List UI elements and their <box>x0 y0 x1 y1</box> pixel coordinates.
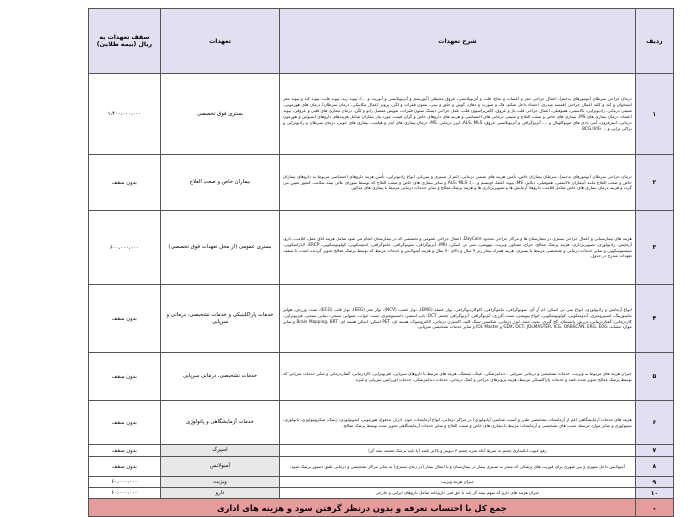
row-ceiling: ۶۰۰،۰۰۰،۰۰۰ <box>89 211 161 285</box>
header-row <box>89 9 674 74</box>
header-description: شرح تعهدات <box>280 9 636 74</box>
row-description: انواع آزمایش و رادیولوژی، انواع سی تی اسکن، ام آر آی، سونوگرافی، ماموگرافی، اکوکاردیوگرافی، نوار عضله (EMG)، نوار عصب (NCV)، نوار مغز (EEG)، نوار قلب (ECG)، تست ورزش، هولتر مانیتورینگ، اسپیرومتری، آندوسکوپی، کولونوسکوپی، انواع بیوپسی، تست آلرژی، آنژیوگرافی، آنژیوگرافی چشم، OCT، پاپ اسمیر، دانسیتومتری، تست خواب، شنوایی سنجی، بینایی سنجی، فیزیوتراپی، کاردرمانی، گفتاردرمانی، تزریق، پانسمان، گچ گیری، بخیه، ختنه، لیزر درمانی، شکستن سنگ کلیه، اکسیژن درمانی، الکتروشوک، هسته ای، PET اسکن، اسکن هسته ای، Brain Mapping، BRT و سایر موارد مشابه، GDX، OCT، JOLMASTER، ICG، ORBSCAN، ERG، EOG و IOL Master و سایر خدمات تشخیصی سرپایی. <box>280 285 636 353</box>
row-number: ۱۰ <box>635 488 673 499</box>
row-service: اسپرک <box>160 445 279 457</box>
total-row <box>89 499 674 517</box>
row-service: ویزیت <box>160 477 279 488</box>
header-service: تعهدات <box>160 9 279 74</box>
row-number: ۳ <box>635 211 673 285</box>
row-description: درمان جراحی سرطان (تومورهای بدخیم)، سرطان بیماران خاص، تأمین هزینه های شیمی درمانی، اعم از بستری و سرپایی انواع رادیوتراپی، تأمین هزینه داروهای اختصاصی مربوط به داروهای بیماران خاص و صعب العلاج مانند (بیماران تالاسمی، هموفیلی، دیالیز، MS، پیوند اعضا، اوتیسم و ...)، ALS، MLS و سایر بیماری های خاص و صعب العلاج که توسط شورای عالی بیمه سلامت کشور تعیین می گردد و هزینه درمان بیماری های خاص شامل اقامت، داروها، آزمایش ها و تصویربرداری ها و هزینه پزشک معالج و سایر خدمات درمانی مرتبط با بیماری های مذکور. <box>280 155 636 211</box>
total-label: جمع کل با احتساب تعرفه و بدون درنظر گرفتن سود و هزینه های اداری <box>89 499 636 517</box>
row-description: جبران هزینه های دارو که سهم بیمه گر پایه با حق فنی داروخانه شامل داروهای ایرانی و خارجی <box>280 488 636 499</box>
row-number: ۲ <box>635 155 673 211</box>
row-number: ۹ <box>635 477 673 488</box>
row-ceiling: بدون سقف <box>89 445 161 457</box>
row-ceiling: ۱،۴۰۰،۰۰۰،۰۰۰ <box>89 74 161 155</box>
table-row <box>89 401 674 445</box>
total-number: ۰ <box>635 499 673 517</box>
table-row <box>89 155 674 211</box>
table-row <box>89 285 674 353</box>
row-number: ۶ <box>635 401 673 445</box>
row-description: جبران هزینه های مربوط به ویزیت، خدمات تشخیصی و درمانی سرپایی ، دندانپزشکی، عینک، سمعک، هزینه های مرتبط با داروهای سرپایی، فیزیوتراپی، کاردرمانی، گفتاردرمانی و سایر خدمات سرپایی که توسط پزشک معالج تجویز شده باشد و خدمات پاراکلینیکی مرتبط، هزینه پروتزهای جراحی و کمک درمانی، خدمات دندانپزشکی، خدمات اورژانس سرپایی و غیره. <box>280 353 636 401</box>
header-ceiling: سقف تعهدات به ریال (بیمه طلایی) <box>89 9 161 74</box>
table-row <box>89 74 674 155</box>
row-description: آمبولانس داخل شهری و بین شهری برای فوریت های پزشکی که منجر به بستری بیمار در بیمارستان و یا انتقال بیمار (در زمان بستری) به سایر مراکز تشخیصی و درمانی طبق دستور پزشک شود. <box>280 457 636 477</box>
header-row-number: ردیف <box>635 9 673 74</box>
row-ceiling: بدون سقف <box>89 401 161 445</box>
row-description: جبران هزینه ویزیت <box>280 477 636 488</box>
row-ceiling: ۶۰،۰۰۰،۰۰۰ <box>89 488 161 499</box>
table-row <box>89 457 674 477</box>
row-ceiling: بدون سقف <box>89 353 161 401</box>
row-service: آمبولانس <box>160 457 279 477</box>
coverage-table <box>88 8 674 517</box>
table-row <box>89 211 674 285</box>
row-description: درمان جراحی سرطان (تومورهای بدخیم)، اعمال جراحی مغز و اعصاب و نخاع، قلب و آنژیوپلاستی، عروق محیطی (آنوریسم و آنژیوپلاستی و آنوریت و ...)، پیوند ریه، پیوند قلب، پیوند کبد و پیوند مغز استخوان و کبد و کلیه اعمال جراحی (قفسه صدری، احشاء داخل شکم، فک و صورت و دهان، گوش و حلق و بینی، ستون فقرات و لگن، پروتز اعمال مکانیکی، درمان سرطان) درمان های هورمونی، شیمی درمانی، رادیوتراپی، تالاسمی، هموفیلی، اعمال جراحی قلب باز و عروق، کاتتریزاسیون قلب، عمل جراحی دیسک ستون فقرات، تعویض مفصل زانو و لگن، درمان بیماری های قلبی و عروقی، پیوند اعضاء، درمان بیماری های MS، بیماری های خاص و صعب العلاج و شیمی درمانی های اختصاصی و هزینه های داروهای خاص و گران قیمت مورد نیاز بیماران شامل هزینه‌های داروهای انسولین و هورمون درمانی، اینترفرون، آنتی بادی های مونوکلونال و ...، آنژیوگرافی و آنژیوپلاستی عروق، ALS، MLS، لیزر درمانی، MS، درمان بیماری های ایدز و هپاتیت، بیماری های خونی، درمان سرطان و رادیوتراپی و براکی تراپی و ... BCG.IVIG <box>280 74 636 155</box>
row-ceiling: بدون سقف <box>89 155 161 211</box>
row-description: رفع عیوب انکساری چشم به شرط آنکه نمره چشم ۳ دیوپتر و بالاتر باشد (با تایید پزشک معتمد بیمه گر) <box>280 445 636 457</box>
row-description: هزینه های خدمات آزمایشگاهی اعم از آزمایشات تشخیصی طبی و آسیب شناسی (پاتولوژی) در مراکز درمانی، انواع آزمایشات خون، ادرار، مدفوع، هورمونی، ایمونولوژی، ژنتیک، میکروبیولوژی، پاتولوژی، سیتولوژی و سایر موارد مرتبط، تست های تشخیصی و آزمایشات مرتبط با بیماری های خاص و صعب العلاج و سایر خدمات آزمایشگاهی تجویز شده توسط پزشک معالج. <box>280 401 636 445</box>
row-ceiling: بدون سقف <box>89 285 161 353</box>
row-description: هزینه های بیمارستانی و اعمال جراحی بستری در بیمارستان ها و مراکز جراحی محدود DayCare، اعمال جراحی عمومی و تخصصی که در بیمارستان انجام می شود شامل هزینه اتاق عمل، اقامت، دارو، آزمایش، رادیولوژی، تصویربرداری، هزینه پزشک معالج، جراح، مشاور، ویزیت، بیهوشی، سی تی اسکن، MRI، آنژیوگرافی، سونوگرافی، ماموگرافی، اندوسکوپی، کولونوسکوپی، ERCP، لاپاراسکوپی، سیستوسکوپی و سایر خدمات درمانی و تشخیصی مرتبط با بستری، هزینه همراه بیمار زیر ۷ سال و بالای ۷۰ سال و هزینه آمبولانس و خدمات مرتبط که توسط پزشک معالج تجویز گردیده است، تا سقف تعهدات مندرج در جدول. <box>280 211 636 285</box>
row-ceiling: بدون سقف <box>89 457 161 477</box>
row-service: دارو <box>160 488 279 499</box>
table-row <box>89 488 674 499</box>
row-number: ۸ <box>635 457 673 477</box>
row-service: بیماران خاص و صعب العلاج <box>160 155 279 211</box>
row-ceiling: ۶۰،۰۰۰،۰۰۰ <box>89 477 161 488</box>
row-service: خدمات پاراکلینیکی و خدمات تشخیصی، درمانی و سرپایی <box>160 285 279 353</box>
row-service: خدمات تشخیصی، درمانی سرپایی <box>160 353 279 401</box>
row-service: بستری فوق تخصصی <box>160 74 279 155</box>
table-row <box>89 353 674 401</box>
row-number: ۵ <box>635 353 673 401</box>
table-row <box>89 445 674 457</box>
row-number: ۱ <box>635 74 673 155</box>
table-row <box>89 477 674 488</box>
row-service: بستری عمومی (از محل تعهدات فوق تخصصی) <box>160 211 279 285</box>
row-service: خدمات آزمایشگاهی و پاتولوژی <box>160 401 279 445</box>
row-number: ۴ <box>635 285 673 353</box>
row-number: ۷ <box>635 445 673 457</box>
